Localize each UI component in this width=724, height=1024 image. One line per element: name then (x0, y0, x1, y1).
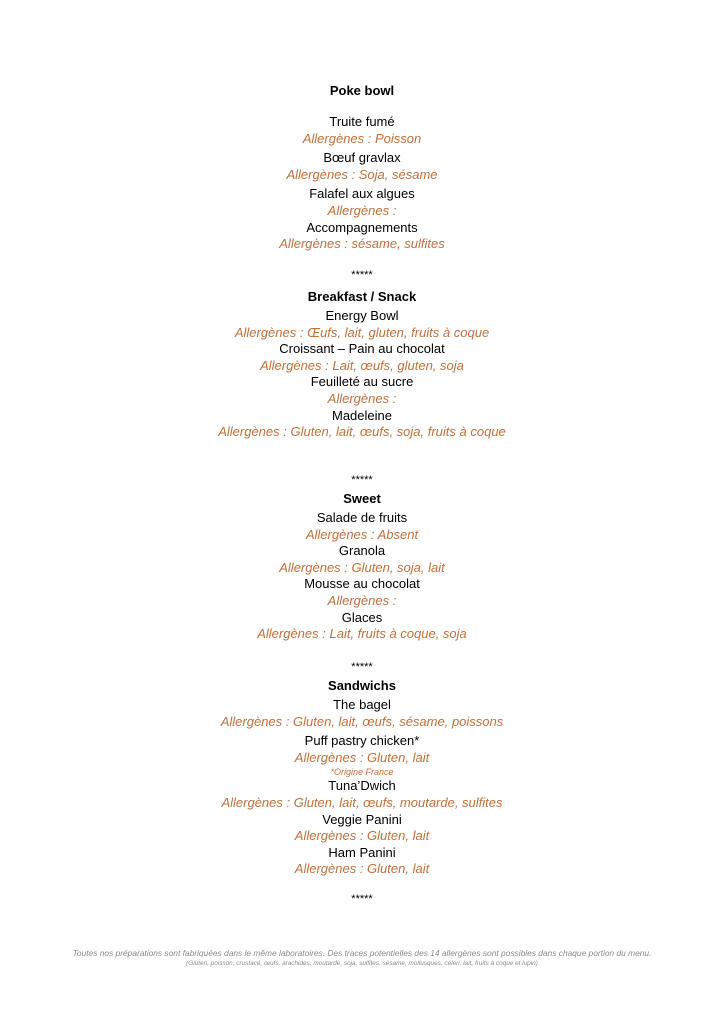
section-title: Poke bowl (329, 83, 395, 98)
separator: ***** (351, 269, 373, 281)
menu-item: Croissant – Pain au chocolat (279, 341, 445, 357)
footer-disclaimer: Toutes nos préparations sont fabriquées dans le même laboratoires. Des traces potentielles des 14 allergènes sont possibles dans chaque portion du menu. (72, 948, 652, 959)
section-title: Sweet (343, 491, 381, 506)
allergen-line: Allergènes : Gluten, lait (294, 749, 430, 765)
menu-item: Truite fumé (329, 114, 395, 129)
menu-item: Accompagnements (306, 219, 418, 235)
menu-item: Puff pastry chicken* (304, 733, 420, 749)
footer-allergen-list: (Gluten, poisson, crustacé, œufs, arachides, moutarde, soja, sulfites, sésame, mollusques, céleri, lait, fruits à coque et lupin) (186, 960, 538, 968)
section-poke-bowl (0, 82, 724, 253)
separator: ***** (351, 893, 373, 905)
separator: ***** (351, 661, 373, 673)
allergen-line: Allergènes : Lait, fruits à coque, soja (257, 626, 467, 642)
allergen-line: Allergènes : sésame, sulfites (279, 236, 445, 252)
section-breakfast-snack (0, 288, 724, 441)
allergen-line: Allergènes : Gluten, lait (294, 861, 430, 877)
menu-item: Mousse au chocolat (304, 576, 420, 592)
menu-item: Bœuf gravlax (323, 150, 401, 166)
menu-item: Ham Panini (328, 844, 396, 860)
allergen-line: Allergènes : Gluten, soja, lait (279, 559, 445, 575)
allergen-line: Allergènes : Lait, œufs, gluten, soja (260, 357, 464, 373)
menu-item: Feuilleté au sucre (310, 374, 414, 390)
menu-item: Falafel aux algues (309, 186, 415, 202)
menu-item: The bagel (333, 697, 391, 712)
section-title: Sandwichs (328, 678, 396, 693)
allergen-line: Allergènes : (327, 592, 397, 608)
allergen-line: Allergènes : Poisson (302, 130, 422, 146)
section-title: Breakfast / Snack (307, 289, 417, 304)
separator: ***** (351, 474, 373, 486)
allergen-line: Allergènes : Gluten, lait (294, 828, 430, 844)
menu-item: Tuna’Dwich (328, 778, 396, 794)
allergen-line: Allergènes : (327, 202, 397, 218)
allergen-line: Allergènes : Gluten, lait, œufs, moutarde, sulfites (221, 794, 503, 810)
allergen-line: Allergènes : Gluten, lait, œufs, soja, fruits à coque (218, 424, 506, 440)
allergen-line: Allergènes : Gluten, lait, œufs, sésame, poissons (220, 713, 504, 729)
menu-item: Energy Bowl (325, 308, 399, 323)
section-sandwichs (0, 677, 724, 878)
allergen-line: Allergènes : (327, 390, 397, 406)
allergen-line: Allergènes : Absent (305, 526, 419, 542)
origin-note: *Origine France (330, 767, 394, 778)
menu-item: Salade de fruits (316, 510, 408, 525)
menu-item: Madeleine (332, 407, 392, 423)
menu-item: Veggie Panini (322, 811, 402, 827)
section-sweet (0, 490, 724, 643)
allergen-line: Allergènes : Soja, sésame (286, 166, 438, 182)
menu-item: Glaces (341, 609, 383, 625)
allergen-line: Allergènes : Œufs, lait, gluten, fruits à coque (234, 324, 490, 340)
menu-item: Granola (338, 543, 386, 559)
